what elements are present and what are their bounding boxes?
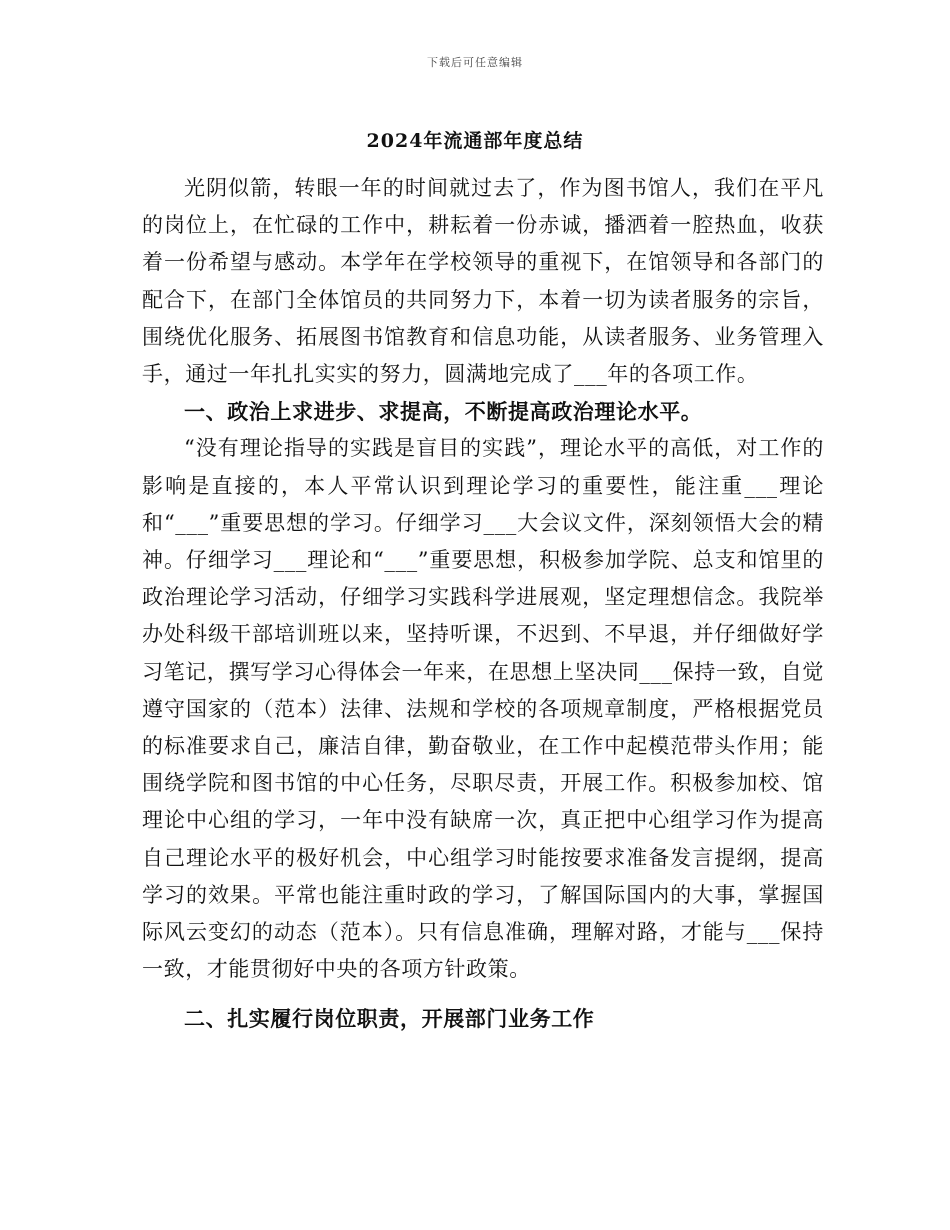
document-body xyxy=(142,170,824,1038)
document-title: 2024年流通部年度总结 xyxy=(366,130,584,152)
section-1-paragraph: “没有理论指导的实践是盲目的实践”，理论水平的高低，对工作的影响是直接的，本人平常认识到理论学习的重要性，能注重___理论和“___”重要思想的学习。仔细学习___大会议文件，深刻领悟大会的精神。仔细学习___理论和“___”重要思想，积极参加学院、总支和馆里的政治理论学习活动，仔细学习实践科学进展观，坚定理想信念。我院举办处科级干部培训班以来，坚持听课，不迟到、不早退，并仔细做好学习笔记，撰写学习心得体会一年来，在思想上坚决同___保持一致，自觉遵守国家的（范本）法律、法规和学校的各项规章制度，严格根据党员的标准要求自己，廉洁自律，勤奋敬业，在工作中起模范带头作用；能围绕学院和图书馆的中心任务，尽职尽责，开展工作。积极参加校、馆理论中心组的学习，一年中没有缺席一次，真正把中心组学习作为提高自己理论水平的极好机会，中心组学习时能按要求准备发言提纲，提高学习的效果。平常也能注重时政的学习，了解国际国内的大事，掌握国际风云变幻的动态（范本）。只有信息准确，理解对路，才能与___保持一致，才能贯彻好中央的各项方针政策。 xyxy=(142,436,824,982)
section-1-heading: 一、政治上求进步、求提高，不断提高政治理论水平。 xyxy=(184,399,703,425)
header-note: 下载后可任意编辑 xyxy=(427,56,523,69)
intro-paragraph: 光阴似箭，转眼一年的时间就过去了，作为图书馆人，我们在平凡的岗位上，在忙碌的工作中，耕耘着一份赤诚，播洒着一腔热血，收获着一份希望与感动。本学年在学校领导的重视下，在馆领导和各部门的配合下，在部门全体馆员的共同努力下，本着一切为读者服务的宗旨，围绕优化服务、拓展图书馆教育和信息功能，从读者服务、业务管理入手，通过一年扎扎实实的努力，圆满地完成了___年的各项工作。 xyxy=(142,176,824,387)
section-2-heading: 二、扎实履行岗位职责，开展部门业务工作 xyxy=(184,1006,595,1032)
section-spacer xyxy=(142,988,824,1000)
